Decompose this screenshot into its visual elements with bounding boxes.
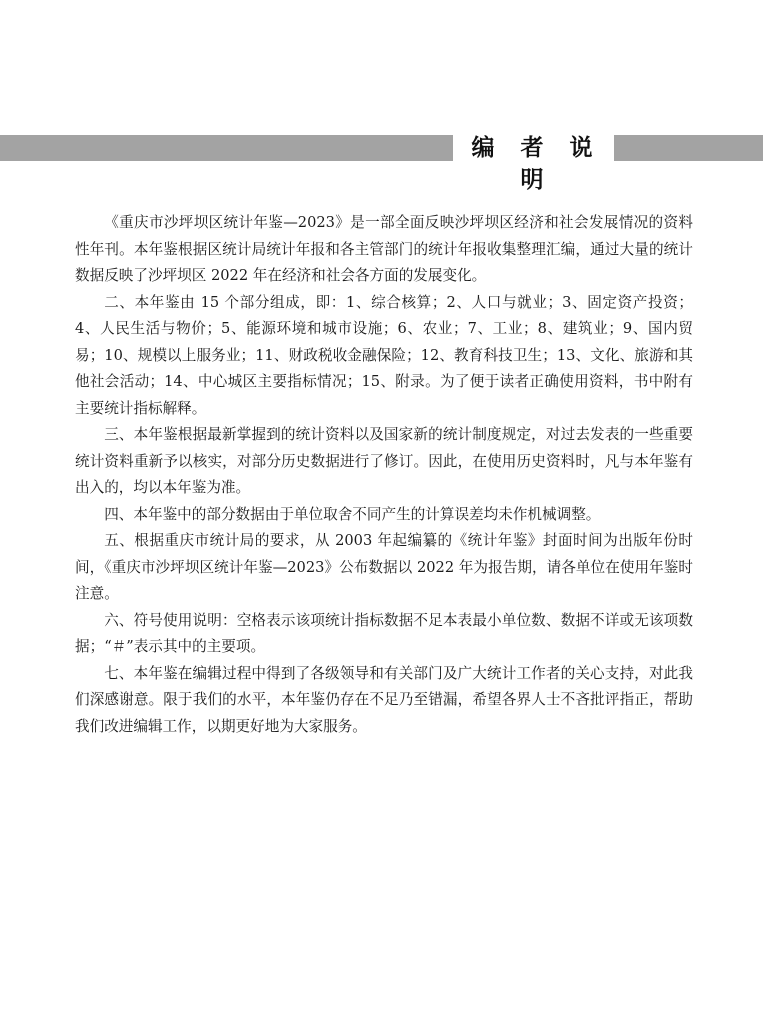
paragraph-intro: 《重庆市沙坪坝区统计年鉴—2023》是一部全面反映沙坪坝区经济和社会发展情况的资料性年刊。本年鉴根据区统计局统计年报和各主管部门的统计年报收集整理汇编，通过大量的统计数据反映了沙坪坝区 2022 年在经济和社会各方面的发展变化。 bbox=[75, 214, 693, 284]
paragraph-publication-year: 五、根据重庆市统计局的要求，从 2003 年起编纂的《统计年鉴》封面时间为出版年份时间，《重庆市沙坪坝区统计年鉴—2023》公布数据以 2022 年为报告期，请各单位在使用年鉴时注意。 bbox=[75, 532, 693, 602]
paragraph-acknowledgement: 七、本年鉴在编辑过程中得到了各级领导和有关部门及广大统计工作者的关心支持，对此我们深感谢意。限于我们的水平，本年鉴仍存在不足乃至错漏，希望各界人士不吝批评指正，帮助我们改进编辑工作，以期更好地为大家服务。 bbox=[75, 664, 693, 735]
paragraph-rounding: 四、本年鉴中的部分数据由于单位取舍不同产生的计算误差均未作机械调整。 bbox=[104, 505, 601, 523]
paragraph-structure: 二、本年鉴由 15 个部分组成，即：1、综合核算；2、人口与就业；3、固定资产投资；4、人民生活与物价；5、能源环境和城市设施；6、农业；7、工业；8、建筑业；9、国内贸易；10、规模以上服务业；11、财政税收金融保险；12、教育科技卫生；13、文化、旅游和其他社会活动；14、中心城区主要指标情况；15、附录。为了便于读者正确使用资料，书中附有主要统计指标解释。 bbox=[75, 293, 693, 417]
section-header-band bbox=[0, 135, 763, 193]
header-bar-left bbox=[0, 135, 453, 161]
editor-notes-body bbox=[75, 210, 693, 740]
page-title: 编 者 说 明 bbox=[471, 135, 602, 193]
header-bar-right bbox=[614, 135, 763, 161]
paragraph-revisions: 三、本年鉴根据最新掌握到的统计资料以及国家新的统计制度规定，对过去发表的一些重要统计资料重新予以核实，对部分历史数据进行了修订。因此，在使用历史资料时，凡与本年鉴有出入的，均以本年鉴为准。 bbox=[75, 426, 693, 496]
paragraph-symbols: 六、符号使用说明：空格表示该项统计指标数据不足本表最小单位数、数据不详或无该项数据；“＃”表示其中的主要项。 bbox=[75, 611, 693, 655]
